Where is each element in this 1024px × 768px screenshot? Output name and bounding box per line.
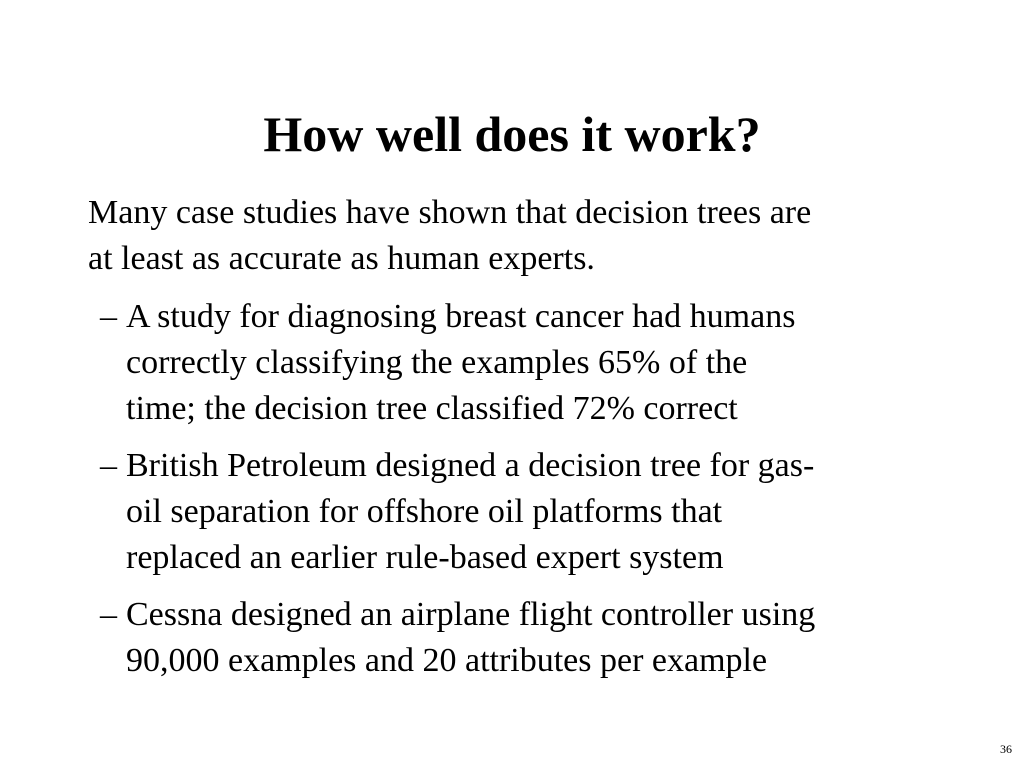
bullet-text: British Petroleum designed a decision tree for gas- oil separation for offshore oil platforms that replaced an earlier rule-based expert system — [126, 447, 815, 576]
intro-paragraph: Many case studies have shown that decision trees are at least as accurate as human experts. — [88, 194, 812, 277]
bullet-list — [100, 294, 980, 695]
list-item — [100, 443, 980, 581]
dash-marker: – — [100, 447, 117, 484]
slide-title: How well does it work? — [263, 106, 761, 162]
bullet-text: Cessna designed an airplane flight controller using 90,000 examples and 20 attributes per example — [126, 596, 816, 679]
dash-marker: – — [100, 298, 117, 335]
bullet-text: A study for diagnosing breast cancer had humans correctly classifying the examples 65% of the time; the decision tree classified 72% correct — [126, 298, 796, 427]
dash-marker: – — [100, 596, 117, 633]
list-item — [100, 592, 980, 684]
list-item — [100, 294, 980, 432]
page-number: 36 — [1000, 742, 1012, 756]
